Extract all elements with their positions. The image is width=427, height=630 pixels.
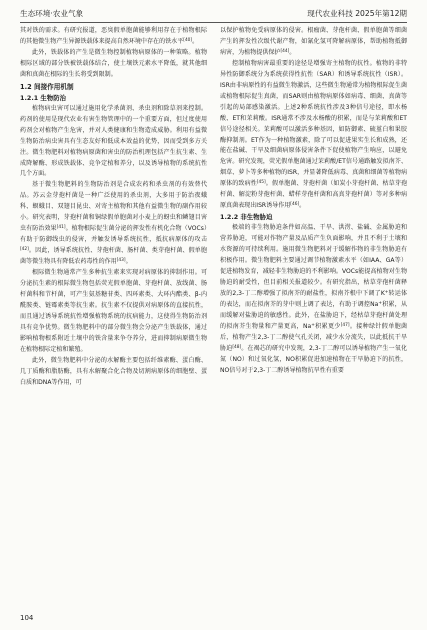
left-column xyxy=(20,26,207,389)
citation: [44] xyxy=(280,48,290,54)
paragraph: 此外，铁载体的产生是微生物控制植物病原体的一种策略。植物根际区域的部分铁被铁载体结合，使土壤铁元素水平降低，就其他细菌和真菌在根际的生长将受到限制。 xyxy=(20,48,207,78)
citation: [40] xyxy=(183,37,193,43)
citation: [43] xyxy=(116,258,126,264)
right-column xyxy=(220,26,407,377)
subsection-heading: 1.2.2 非生物胁迫 xyxy=(220,213,273,222)
citation: [41] xyxy=(56,225,66,231)
running-header xyxy=(20,8,407,23)
citation: [46] xyxy=(290,202,300,208)
paragraph: 其对铁的需求。有研究报道，恶臭假单胞菌能够利用存在于植物根际的其他微生物产生异源铁载体来提高自然环境中存在的铁水平[40]。 xyxy=(20,27,207,45)
citation: [47] xyxy=(340,322,350,328)
journal-section-title: 生态环境·农业气象 xyxy=(20,9,84,18)
citation: [45] xyxy=(256,180,266,186)
section-heading: 1.2 间接作用机制 xyxy=(20,82,74,91)
citation: [42] xyxy=(20,247,29,253)
subsection-heading: 1.2.1 生物防治 xyxy=(20,93,66,102)
paragraph: 以保护植物免受病原体的侵害。根瘤菌、芽孢杆菌、假单胞菌等细菌产生的挥发性次级代谢产物，如氰化氢可降解病原体，帮助植物抵御病害，为植物提供保护[44]。 xyxy=(220,27,407,56)
citation: [48] xyxy=(232,344,242,350)
paragraph: 控制植物病害最重要的途径是增强寄主植物的抗性。植物的非特异性防御系统分为系统获得性抗性（SAR）和诱导系统抗性（ISR）。ISR由非病原性的有益微生物激活，这些微生物通常为植物根际促生菌或植物根际促生真菌，而SAR则由植物病原体如病毒、细菌、真菌等引起的局部感染激活。上述2种系统抗性涉及3种信号途径，即水杨酸、ET和茉莉酸。ISR通常不涉及水杨酸的积累，而是与茉莉酸和ET信号途径相关。茉莉酸可以激活多种基因，如防御素、硫堇白和果胶酶抑制剂。ET作为一种植物激素，除了可以促进果实生长和成熟，还能在盐碱、干旱及细菌病原体侵害条件下促使植物产生响应，以避免危害。研究发现，荧光假单胞菌通过茉莉酸/ET信号通路触发拟南芥、烟草、萝卜等多种植物的ISR，并显著降低病毒、真菌和细菌等植物病原体的致病性[45]。假单胞菌、芽孢杆菌（如炭小芽孢杆菌、枯草芽孢杆菌、解淀粉芽孢杆菌、蜡样芽孢杆菌和高真芽孢杆菌）等对多种病原真菌表现出ISR诱导作用[46]。 xyxy=(220,59,408,210)
paragraph: 基于微生物肥料的生物防治剂是合成农药和杀虫剂的有效替代品。苏云金芽孢杆菌是一种广泛使用的杀虫剂，大多用于防治夜蛾科、螟蛾目、双翅目昆虫、对寄主植物和其他有益微生物的副作用较小。研究表明，芽孢杆菌和铜绿假单胞菌对小麦上的蚜虫和鳞翅目害虫有防治效果[41]。植物根际促生菌分泌的挥发性有机化合物（VOCs）有助于防御线虫的侵害，并触发诱导系统抗性，抵抗病原体的攻击[42]。因此，诱导系统抗性、芽孢杆菌、肠杆菌、类芽孢杆菌、假单胞菌等微生物具有降低农药毒性的作用[43]。 xyxy=(20,181,208,266)
paragraph: 极端的非生物胁迫条件如高温、干旱、洪涝、盐碱、金属胁迫和营养胁迫，可能对作物产量及品质产生负面影响，并且不利于土壤和水资源的可持续利用。施用微生物肥料对于缓解作物的非生物胁迫有积极作用。微生物肥料主要通过调节植物激素水平（如IAA、GA等）促进植物发育，减轻非生物胁迫的不利影响。VOCs能提高植物对生物胁迫的耐受性，但目前相关报道较少。有研究指出，枯草芽孢杆菌释放的2,3-丁二醇增强了拟南芥的耐盐性，拟南芥根中下调了K+转运体的表达，而在拟南芥的芽中则上调了表达，有助于调控Na+积累，从而缓解对盐胁迫的敏感性。此外，在盐胁迫下，经枯草芽孢杆菌处理的拟南芥生物量和产量更高，Na+积累更少[47]。接种绿针假单胞菌后，植物产生2,3-丁二醇使气孔关闭，减少水分流失，以此抵抗干旱胁迫[48]。在褐芯的研究中发现，2,3-丁二醇可以诱导植物产生一氧化氮（NO）和过氧化氢，NO积累促进加速植物在干旱胁迫下的抗性，NO信号对于2,3-丁二醇诱导植物抗旱性有重要 xyxy=(220,224,408,374)
paragraph: 植物病虫害可以通过施用化学杀菌剂、杀虫剂和除草剂来控制。药剂的使用是现代农业有害生物管理中的一个重要方面，但过度使用药剂会对植物产生危害，并对人类健康和生物造成威胁。利用有益微生物防治病虫害具有生态友好和低成本效益的优势，因而受到多方关注。微生物肥料对植物病原菌和害虫的防治机理包括产生抗生素、生成降解酶、形成铁载体、竞争定植和养分，以及诱导植物的系统抗性几个方面。 xyxy=(20,104,207,178)
page-number: 104 xyxy=(20,614,34,622)
paragraph: 根际微生物通常产生多种抗生素来实现对病原体的抑制作用。可分泌抗生素的根际微生物包括荧光假单胞菌、芽孢杆菌、放线菌、肠杆菌科和节杆菌，可产生氨基糖苷类、四环素类、大环内酯类、β-内酰胺类、链霉素类等抗生素。抗生素不仅提供对病原体的直接抗性，而且通过诱导系统抗性增强植物系统的抗病能力，这使得生物防治剂具有竞争优势。微生物肥料中的部分微生物会分泌产生铁载体，通过影响植物根系附近土壤中的铁含量来争夺养分，进而抑制病原微生物在植物根际定植和繁殖。 xyxy=(20,269,207,353)
journal-issue-info: 现代农业科技 2025年第12期 xyxy=(307,9,407,18)
paragraph: 此外，微生物肥料中分泌的水解酶主要包括纤维素酶、蛋白酶、几丁质酶和脂肪酶，具有水解聚合化合物及切割病原体的细胞壁、蛋白质和DNA等作用，可 xyxy=(20,356,207,386)
